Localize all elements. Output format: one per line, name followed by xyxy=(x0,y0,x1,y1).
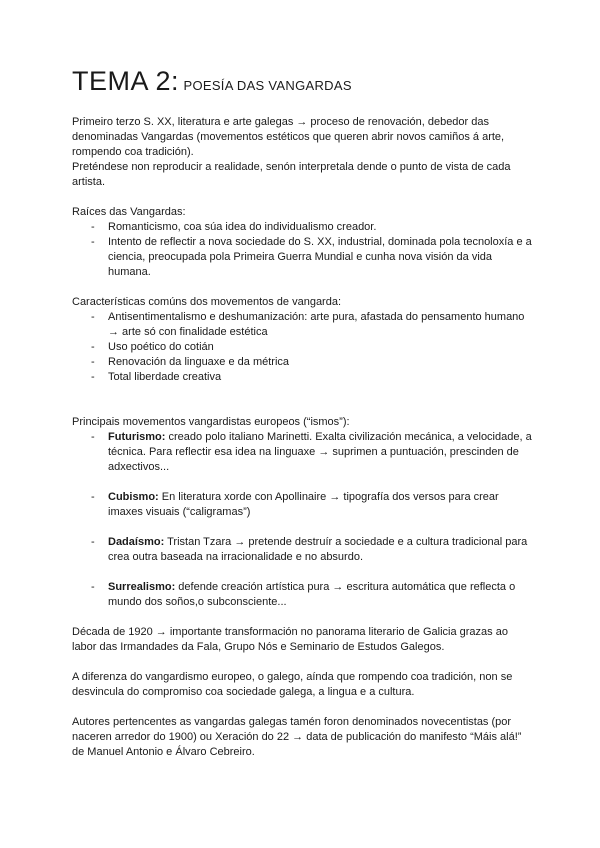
document-body xyxy=(72,115,532,760)
movement-text: En literatura xorde con Apollinaire → tipografía dos versos para crear imaxes visuais (“caligramas”) xyxy=(108,491,499,518)
list-item: - Romanticismo, coa súa idea do individualismo creador. xyxy=(72,220,532,235)
movement-term: Cubismo: xyxy=(108,491,159,503)
movement-dadaismo xyxy=(72,535,532,565)
movement-cubismo xyxy=(72,490,532,520)
section-heading-caracteristicas: Características comúns dos movementos de vangarda: xyxy=(72,296,342,308)
movement-surrealismo xyxy=(72,580,532,610)
list-item: - Uso poético do cotián xyxy=(72,340,532,355)
body-paragraph: A diferenza do vangardismo europeo, o galego, aínda que rompendo coa tradición, non se desvincula do compromiso coa sociedade galega, a lingua e a cultura. xyxy=(72,671,513,698)
movement-futurismo xyxy=(72,430,532,475)
list-item: - Antisentimentalismo e deshumanización: arte pura, afastada do pensamento humano → arte só con finalidade estética xyxy=(72,310,532,340)
movement-text: defende creación artística pura → escritura automática que reflecta o mundo dos soños,o subconsciente... xyxy=(108,581,516,608)
body-paragraph: Autores pertencentes as vangardas galegas tamén foron denominados novecentistas (por naceren arredor do 1900) ou Xeración do 22 → data de publicación do manifesto “Máis alá!” de Manuel Antonio e Álvaro Cebreiro. xyxy=(72,716,522,758)
caracteristicas-list xyxy=(72,310,532,385)
intro-paragraph: Primeiro terzo S. XX, literatura e arte galegas → proceso de renovación, debedor das denominadas Vangardas (movementos estéticos que queren abrir novos camiños á arte, rompendo coa tradición). xyxy=(72,116,505,158)
list-item: - Renovación da linguaxe e da métrica xyxy=(72,355,532,370)
section-heading-raices: Raíces das Vangardas: xyxy=(72,206,186,218)
movement-text: creado polo italiano Marinetti. Exalta civilización mecánica, a velocidade, a técnica. Para reflectir esa idea na linguaxe → suprimen a puntuación, prescinden de adxectivos... xyxy=(108,431,532,473)
list-item: - Total liberdade creativa xyxy=(72,370,532,385)
page-title xyxy=(72,68,352,95)
body-paragraph: Década de 1920 → importante transformación no panorama literario de Galicia grazas ao labor das Irmandades da Fala, Grupo Nós e Seminario de Estudos Galegos. xyxy=(72,626,508,653)
raices-list xyxy=(72,220,532,280)
movement-term: Dadaísmo: xyxy=(108,536,165,548)
section-heading-movementos: Principais movementos vangardistas europeos (“ismos”): xyxy=(72,416,350,428)
movement-text: Tristan Tzara → pretende destruír a sociedade e a cultura tradicional para crea outra baseada na irracionalidade e no absurdo. xyxy=(108,536,528,563)
title-sub: POESÍA DAS VANGARDAS xyxy=(183,78,352,93)
list-item: - Intento de reflectir a nova sociedade do S. XX, industrial, dominada pola tecnoloxía e a ciencia, preocupada pola Primeira Guerra Mundial e cunha nova visión da vida humana. xyxy=(72,235,532,280)
intro-paragraph: Preténdese non reproducir a realidade, senón interpretala dende o punto de vista de cada artista. xyxy=(72,161,511,188)
title-main: TEMA 2: xyxy=(72,66,180,96)
movementos-list xyxy=(72,430,532,610)
movement-term: Futurismo: xyxy=(108,431,166,443)
movement-term: Surrealismo: xyxy=(108,581,176,593)
